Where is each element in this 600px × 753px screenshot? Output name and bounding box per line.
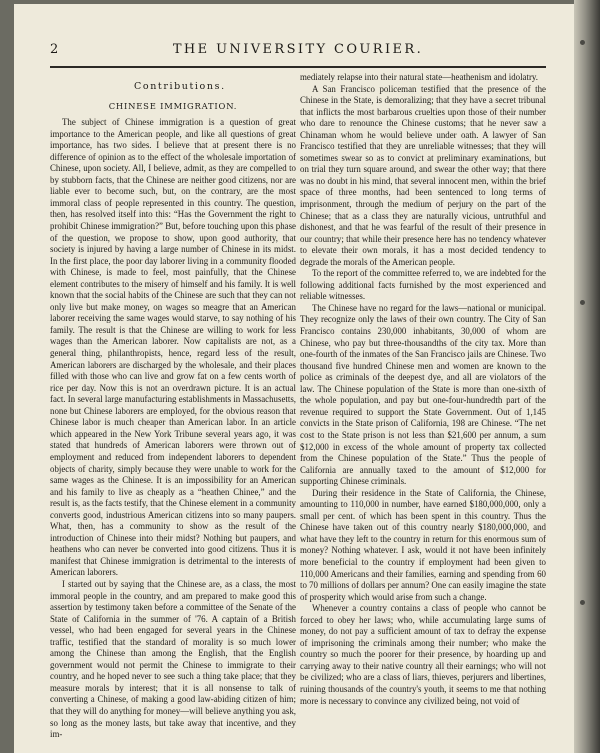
binding-hole	[580, 300, 585, 305]
header-rule	[50, 66, 546, 68]
binding-spine	[574, 0, 600, 753]
binding-hole	[580, 600, 585, 605]
left-column	[50, 72, 296, 747]
article-title: CHINESE IMMIGRATION.	[108, 100, 238, 111]
section-title: Contributions.	[134, 81, 226, 92]
page-number: 2	[50, 42, 59, 57]
paragraph: To the report of the committee referred to, we are indebted for the following additional facts furnished by the most experienced and reliable witnesses.	[300, 268, 546, 302]
page-header	[50, 42, 546, 64]
paragraph: A San Francisco policeman testified that the presence of the Chinese in the State, is demoralizing; that they have a secret tribunal that inflicts the most barbarous cruelties upon those of their number who dare to renounce the Chinese customs; that he never saw a Chinaman whom he would believe under oath. A lawyer of San Francisco testified that they are unreliable witnesses; that they will sometimes swear so as to convict at preliminary examinations, but on trial they turn square around, and swear the other way; that there was no doubt in his mind, that several innocent men, within the brief space of three months, had been sentenced to long terms of imprisonment, through the medium of perjury on the part of the Chinese; that as a class they are naturally vicious, untruthful and dishonest, and that he was fearful of the result of their presence in our country; that while their presence here has no tendency whatever to elevate their own morals, it has a most decided tendency to degrade the morals of the American people.	[300, 83, 546, 267]
binding-hole	[580, 40, 585, 45]
paragraph-continued: mediately relapse into their natural state—heathenism and idolatry.	[300, 72, 538, 82]
paragraph: The subject of Chinese immigration is a question of great importance to the American people, and like all questions of great importance, has two sides. I believe that at present there is no difference of opinion as to the effect of the wholesale importation of Chinese, upon society. All, I believe, admit, as they are compelled to by stubborn facts, that the Chinese are neither good citizens, nor are liable ever to become such, but, on the contrary, are the most immoral class of people represented in this country. The question, then, has resolved itself into this: “Has the Government the right to prohibit Chinese immigration?” But, before touching upon this phase of the question, we propose to show, upon good authority, that society is injured by having a large number of Chinese in its midst. In the first place, the poor day laborer living in a community flooded with Chinese, is made to feel, most painfully, that the Chinese element contributes to the misery of himself and his family. It is well known that the social habits of the Chinese are such that they can not only live but make money, on wages so meagre that an American laborer receiving the same wages would starve, to say nothing of his family. The result is that the Chinese are willing to work for less wages than the American laborer. Now capitalists are not, as a general thing, philanthropists, hence, regard less of the result, American laborers are discharged by the wholesale, and their places filled with those who can live and grow fat on a few cents worth of rice per day. Now this is not an overdrawn picture. It is an actual fact. In several large manufacturing establishments in Massachusetts, none but Chinese laborers are employed, for the obvious reason that Chinese labor is much cheaper than American labor. In an article which appeared in the New York Tribune several years ago, it was stated that hundreds of American laborers were thrown out of employment and reduced from independent laborers to dependent objects of charity, simply because they were unable to work for the same wages as the Chinese. It is an impossibility for an American and his family to live as cheaply as a “heathen Chinee,” and the result is, as the facts testify, that the Chinese element in a community converts good, industrious American citizens into so many paupers. What, then, has a community to show as the result of the introduction of Chinese into their midst? Nothing but paupers, and heathens who can never be converted into good citizens. Thus it is manifest that Chinese immigration is detrimental to the interests of American laborers.	[50, 117, 296, 578]
paragraph: Whenever a country contains a class of people who cannot be forced to obey her laws; who, while accumulating large sums of money, do not pay a sufficient amount of tax to defray the expense of imprisoning the criminals among their number; who make the country so much the poorer for their presence, by hoarding up and carrying away to their native country all their earnings; who will not be civilized; who are a class of liars, thieves, perjurers and libertines, ruining thousands of the country's youth, it seems to me that nothing more is necessary to convince any civilized being, not void of	[300, 603, 546, 706]
paragraph: I started out by saying that the Chinese are, as a class, the most immoral people in the country, and am prepared to make good this assertion by testimony taken before a committee of the Senate of the State of California in the summer of '76. A captain of a British vessel, who had been engaged for several years in the Chinese traffic, testified that the standard of morality is so much lower among the Chinese than among the English, that the English government would not permit the Chinese to immigrate to their country, and he hoped never to see such a thing take place; that they measure morals by interest; that it is all nonsense to talk of converting a Chinese, of making a good law-abiding citizen of him; that they will do anything for money—will believe anything you ask, so long as the money lasts, but take away that incentive, and they im-	[50, 578, 296, 740]
journal-title: THE UNIVERSITY COURIER.	[172, 42, 424, 57]
paragraph: During their residence in the State of California, the Chinese, amounting to 110,000 in number, have earned $180,000,000, only a small per cent. of which has been spent in this country. Thus the Chinese have taken out of this country nearly $180,000,000, and what have they left to the country in return for this enormous sum of money? Nothing whatever. I ask, would it not have been infinitely more beneficial to the country if employment had been given to 110,000 Americans and their families, earning and spending from 60 to 70 millions of dollars per annum? One can easily imagine the state of prosperity which would arise from such a change.	[300, 487, 546, 602]
right-column	[300, 72, 546, 747]
paragraph: The Chinese have no regard for the laws—national or municipal. They recognize only the laws of their own country. The City of San Francisco contains 230,000 inhabitants, 30,000 of whom are Chinese, who pay but three-thousandths of the city tax. More than one-fourth of the inmates of the San Francisco jails are Chinese. Two thousand five hundred Chinese men and women are known to the police as criminals of the deepest dye, and all are violators of the law. The Chinese population of the State is more than one-sixth of the whole population, and pay but one-four-hundredth part of the revenue required to support the State Government. Out of 1,145 convicts in the State prison of California, 198 are Chinese. “The net cost to the State prison is not less than $21,600 per annum, a sum $12,000 in excess of the whole amount of property tax collected from the Chinese population of the State.” Thus the people of California are annually taxed to the amount of $12,000 for supporting Chinese criminals.	[300, 302, 546, 487]
